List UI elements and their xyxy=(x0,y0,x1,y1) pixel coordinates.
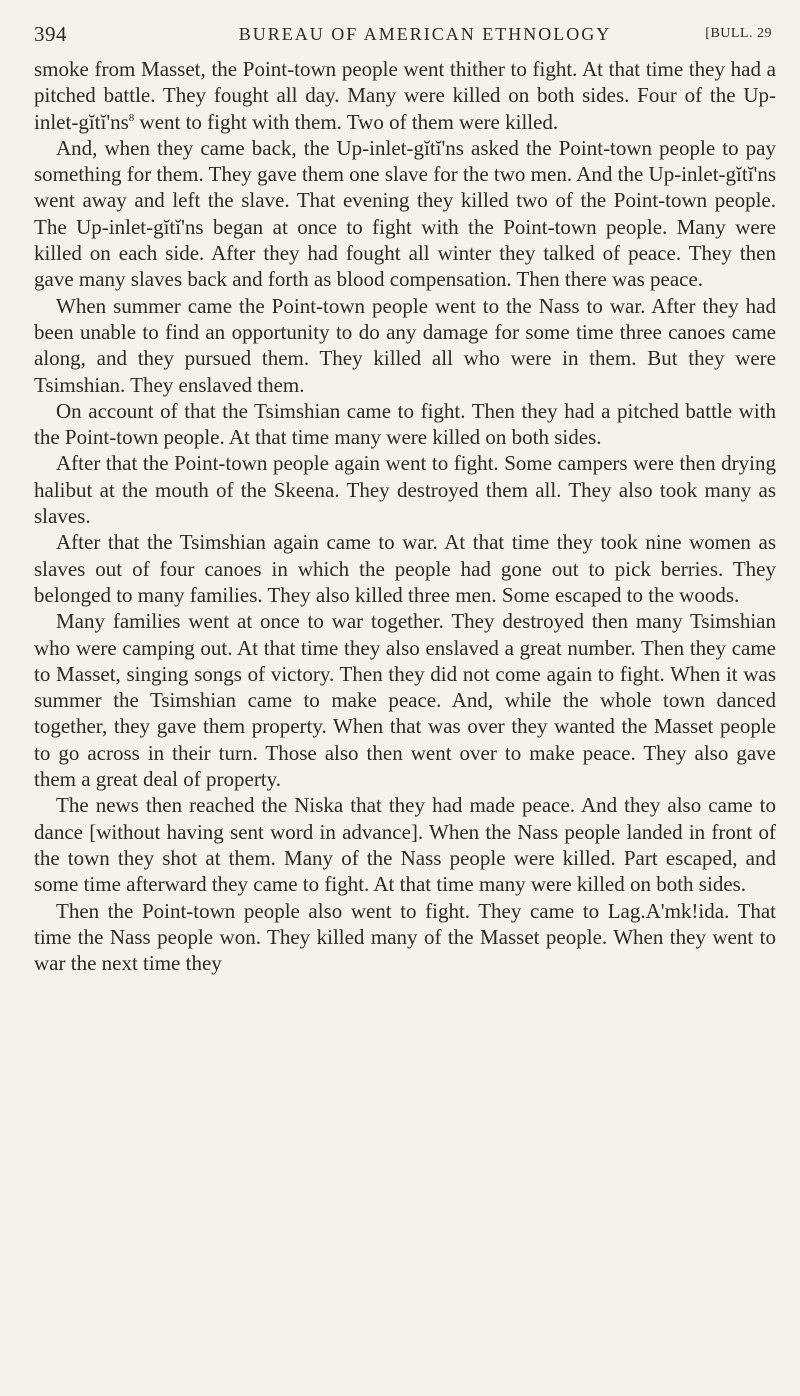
paragraph: Then the Point-town people also went to fight. They came to Lag.A'mk!ida. That time the Nass people won. They killed many of the Masset people. When they went to war the next time they xyxy=(34,898,776,976)
paragraph: After that the Point-town people again went to fight. Some campers were then drying halibut at the mouth of the Skeena. They destroyed them all. They also took many as slaves. xyxy=(34,451,776,529)
footnote-marker: 8 xyxy=(128,111,135,124)
paragraph: And, when they came back, the Up-inlet-gĭtĭ'ns asked the Point-town people to pay something for them. They gave them one slave for the two men. And the Up-inlet-gĭtĭ'ns went away and left the slave. That evening they killed two of the Point-town people. The Up-inlet-gĭtĭ'ns began at once to fight with the Point-town people. Many were killed on each side. After they had fought all winter they talked of peace. They then gave many slaves back and forth as blood compensation. Then there was peace. xyxy=(34,135,776,292)
paragraph: When summer came the Point-town people went to the Nass to war. After they had been unable to find an opportunity to do any damage for some time three canoes came along, and they pursued them. They killed all who were in them. But they were Tsimshian. They enslaved them. xyxy=(34,293,776,397)
paragraph: Many families went at once to war together. They destroyed then many Tsimshian who were camping out. At that time they also enslaved a great number. Then they came to Masset, singing songs of victory. Then they did not come again to fight. When it was summer the Tsimshian came to make peace. And, while the whole town danced together, they gave them property. When that was over they wanted the Masset people to go across in their turn. Those also then went over to make peace. They also gave them a great deal of property. xyxy=(34,609,776,792)
paragraph-text: went to fight with them. Two of them were killed. xyxy=(134,109,559,134)
body-text xyxy=(34,56,776,976)
running-title: BUREAU OF AMERICAN ETHNOLOGY xyxy=(238,24,612,44)
page-header xyxy=(34,22,772,52)
paragraph: On account of that the Tsimshian came to fight. Then they had a pitched battle with the Point-town people. At that time many were killed on both sides. xyxy=(34,398,776,450)
page-number: 394 xyxy=(34,22,67,46)
bulletin-reference: [BULL. 29 xyxy=(705,26,772,41)
paragraph: After that the Tsimshian again came to war. At that time they took nine women as slaves out of four canoes in which the people had gone out to pick berries. They belonged to many families. They also killed three men. Some escaped to the woods. xyxy=(34,530,776,607)
paragraph-text: smoke from Masset, the Point-town people went thither to fight. At that time they had a pitched battle. They fought all day. Many were killed on both sides. Four of the Up-inlet-gĭtĭ'ns xyxy=(34,57,776,134)
paragraph: The news then reached the Niska that they had made peace. And they also came to dance [without having sent word in advance]. When the Nass people landed in front of the town they shot at them. Many of the Nass people were killed. Part escaped, and some time afterward they came to fight. At that time many were killed on both sides. xyxy=(34,793,776,897)
paragraph xyxy=(34,56,776,135)
